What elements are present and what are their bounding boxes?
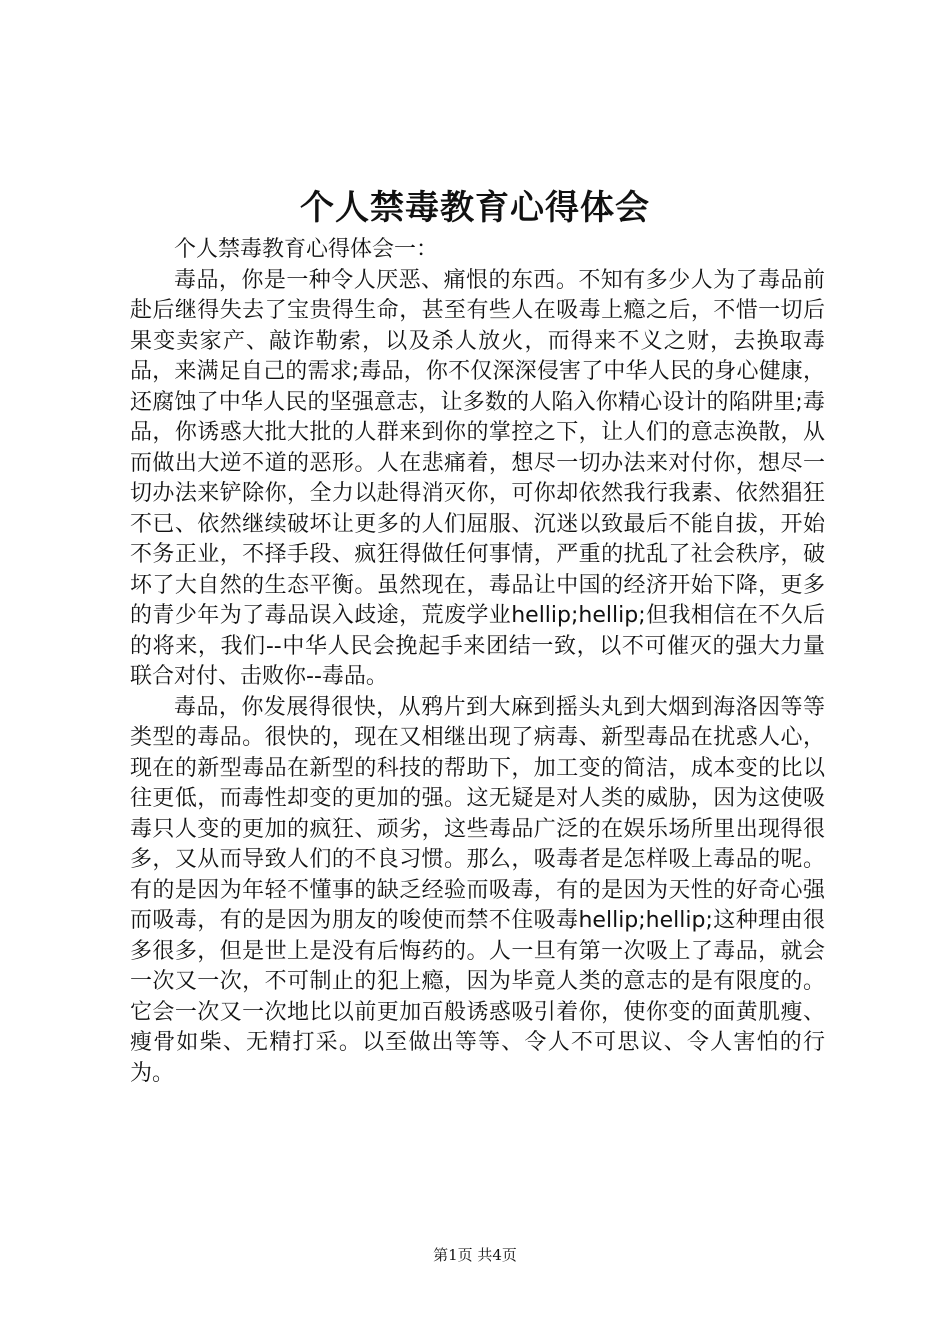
page-number-footer: 第1页 共4页: [433, 1246, 517, 1264]
paragraph: 毒品，你发展得很快，从鸦片到大麻到摇头丸到大烟到海洛因等等类型的毒品。很快的，现在又相继出现了病毒、新型毒品在扰惑人心，现在的新型毒品在新型的科技的帮助下，加工变的简洁，成本变的比以往更低，而毒性却变的更加的强。这无疑是对人类的威胁，因为这使吸毒只人变的更加的疯狂、顽劣，这些毒品广泛的在娱乐场所里出现得很多，又从而导致人们的不良习惯。那么，吸毒者是怎样吸上毒品的呢。有的是因为年轻不懂事的缺乏经验而吸毒，有的是因为天性的好奇心强而吸毒，有的是因为朋友的唆使而禁不住吸毒hellip;hellip;这种理由很多很多，但是世上是没有后悔药的。人一旦有第一次吸上了毒品，就会一次又一次，不可制止的犯上瘾，因为毕竟人类的意志的是有限度的。它会一次又一次地比以前更加百般诱惑吸引着你，使你变的面黄肌瘦、瘦骨如柴、无精打采。以至做出等等、令人不可思议、令人害怕的行为。: [130, 694, 825, 1086]
paragraph-heading: 个人禁毒教育心得体会一：: [174, 237, 439, 262]
page-title: 个人禁毒教育心得体会: [300, 188, 650, 228]
document-body: [130, 235, 825, 1089]
paragraph: 毒品，你是一种令人厌恶、痛恨的东西。不知有多少人为了毒品前赴后继得失去了宝贵得生命，甚至有些人在吸毒上瘾之后，不惜一切后果变卖家产、敲诈勒索，以及杀人放火，而得来不义之财，去换取毒品，来满足自己的需求;毒品，你不仅深深侵害了中华人民的身心健康，还腐蚀了中华人民的坚强意志，让多数的人陷入你精心设计的陷阱里;毒品，你诱惑大批大批的人群来到你的掌控之下，让人们的意志涣散，从而做出大逆不道的恶形。人在悲痛着，想尽一切办法来对付你，想尽一切办法来铲除你，全力以赴得消灭你，可你却依然我行我素、依然猖狂不已、依然继续破坏让更多的人们屈服、沉迷以致最后不能自拔，开始不务正业，不择手段、疯狂得做任何事情，严重的扰乱了社会秩序，破坏了大自然的生态平衡。虽然现在，毒品让中国的经济开始下降，更多的青少年为了毒品误入歧途，荒废学业hellip;hellip;但我相信在不久后的将来，我们--中华人民会挽起手来团结一致，以不可催灭的强大力量联合对付、击败你--毒品。: [130, 267, 825, 689]
